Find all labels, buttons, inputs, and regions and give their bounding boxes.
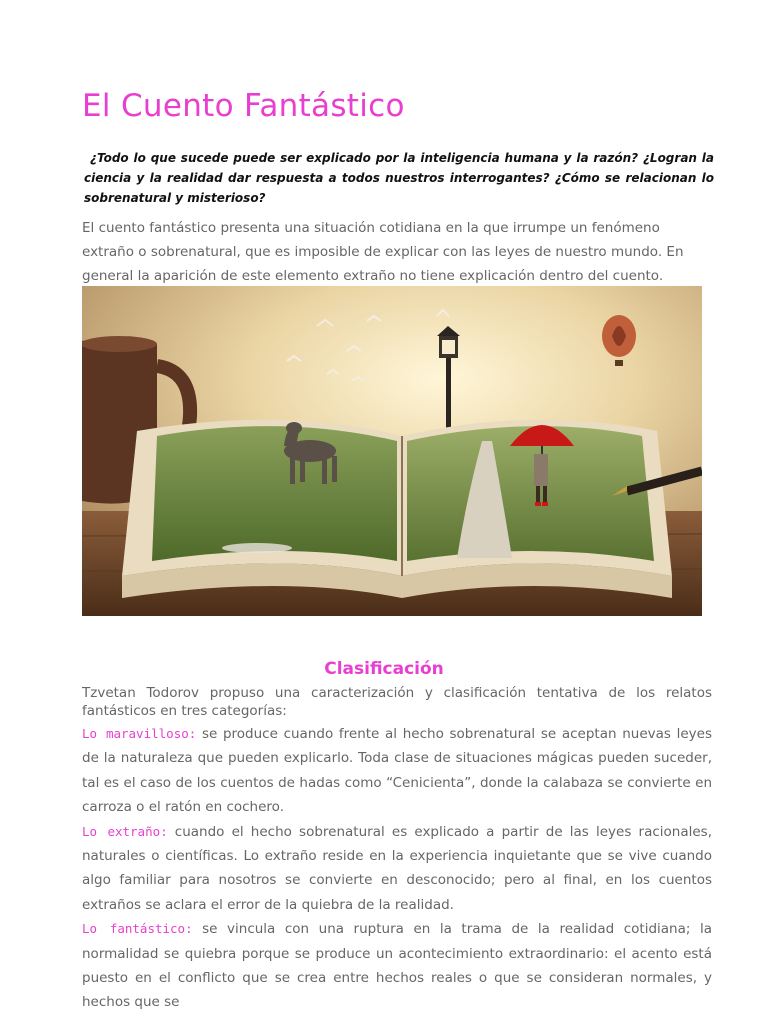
category-extrano [82, 820, 712, 918]
category-fantastico [82, 917, 712, 1015]
categories-list [82, 722, 712, 1015]
intro-paragraph: El cuento fantástico presenta una situación cotidiana en la que irrumpe un fenómeno extraño o sobrenatural, que es imposible de explicar con las leyes de nuestro mundo. En general la aparición de este elemento extraño no tiene explicación dentro del cuento. [82, 220, 684, 284]
category-label: Lo maravilloso: [82, 726, 197, 741]
todorov-paragraph: Tzvetan Todorov propuso una caracterización y clasificación tentativa de los relatos fantásticos en tres categorías: [82, 685, 712, 719]
page-title: El Cuento Fantástico [82, 88, 405, 124]
fantasy-book-illustration [82, 286, 702, 616]
category-text: cuando el hecho sobrenatural es explicado a partir de las leyes racionales, naturales o científicas. Lo extraño reside en la experiencia inquietante que se vive cuando algo familiar para nosotros se convierte en desconocido; pero al final, en los cuentos extraños se aclara el error de la quiebra de la realidad. [82, 823, 712, 913]
category-text: se produce cuando frente al hecho sobrenatural se aceptan nuevas leyes de la naturaleza que pueden explicarlo. Toda clase de situaciones mágicas pueden suceder, tal es el caso de los cuentos de hadas como “Cenicienta”, donde la calabaza se convierte en carroza o el ratón en cochero. [82, 726, 713, 816]
puddle [222, 543, 292, 553]
category-text: se vincula con una ruptura en la trama de la realidad cotidiana; la normalidad se quiebra porque se produce un acontecimiento extraordinario: el acento está puesto en el conflicto que se crea entre hechos reales o que se consideran normales, y hechos que se [82, 921, 712, 1011]
category-label: Lo extraño: [82, 823, 168, 839]
section-title-clasificacion: Clasificación [324, 659, 444, 679]
illustration-svg [82, 286, 702, 616]
intro-question: ¿Todo lo que sucede puede ser explicado por la inteligencia humana y la razón? ¿Logran la ciencia y la realidad dar respuesta a todos nuestros interrogantes? ¿Cómo se relacionan lo sobrenatural y misterioso? [84, 151, 714, 205]
category-maravilloso [82, 722, 712, 820]
open-book [122, 420, 672, 598]
category-label: Lo fantástico: [82, 921, 193, 937]
